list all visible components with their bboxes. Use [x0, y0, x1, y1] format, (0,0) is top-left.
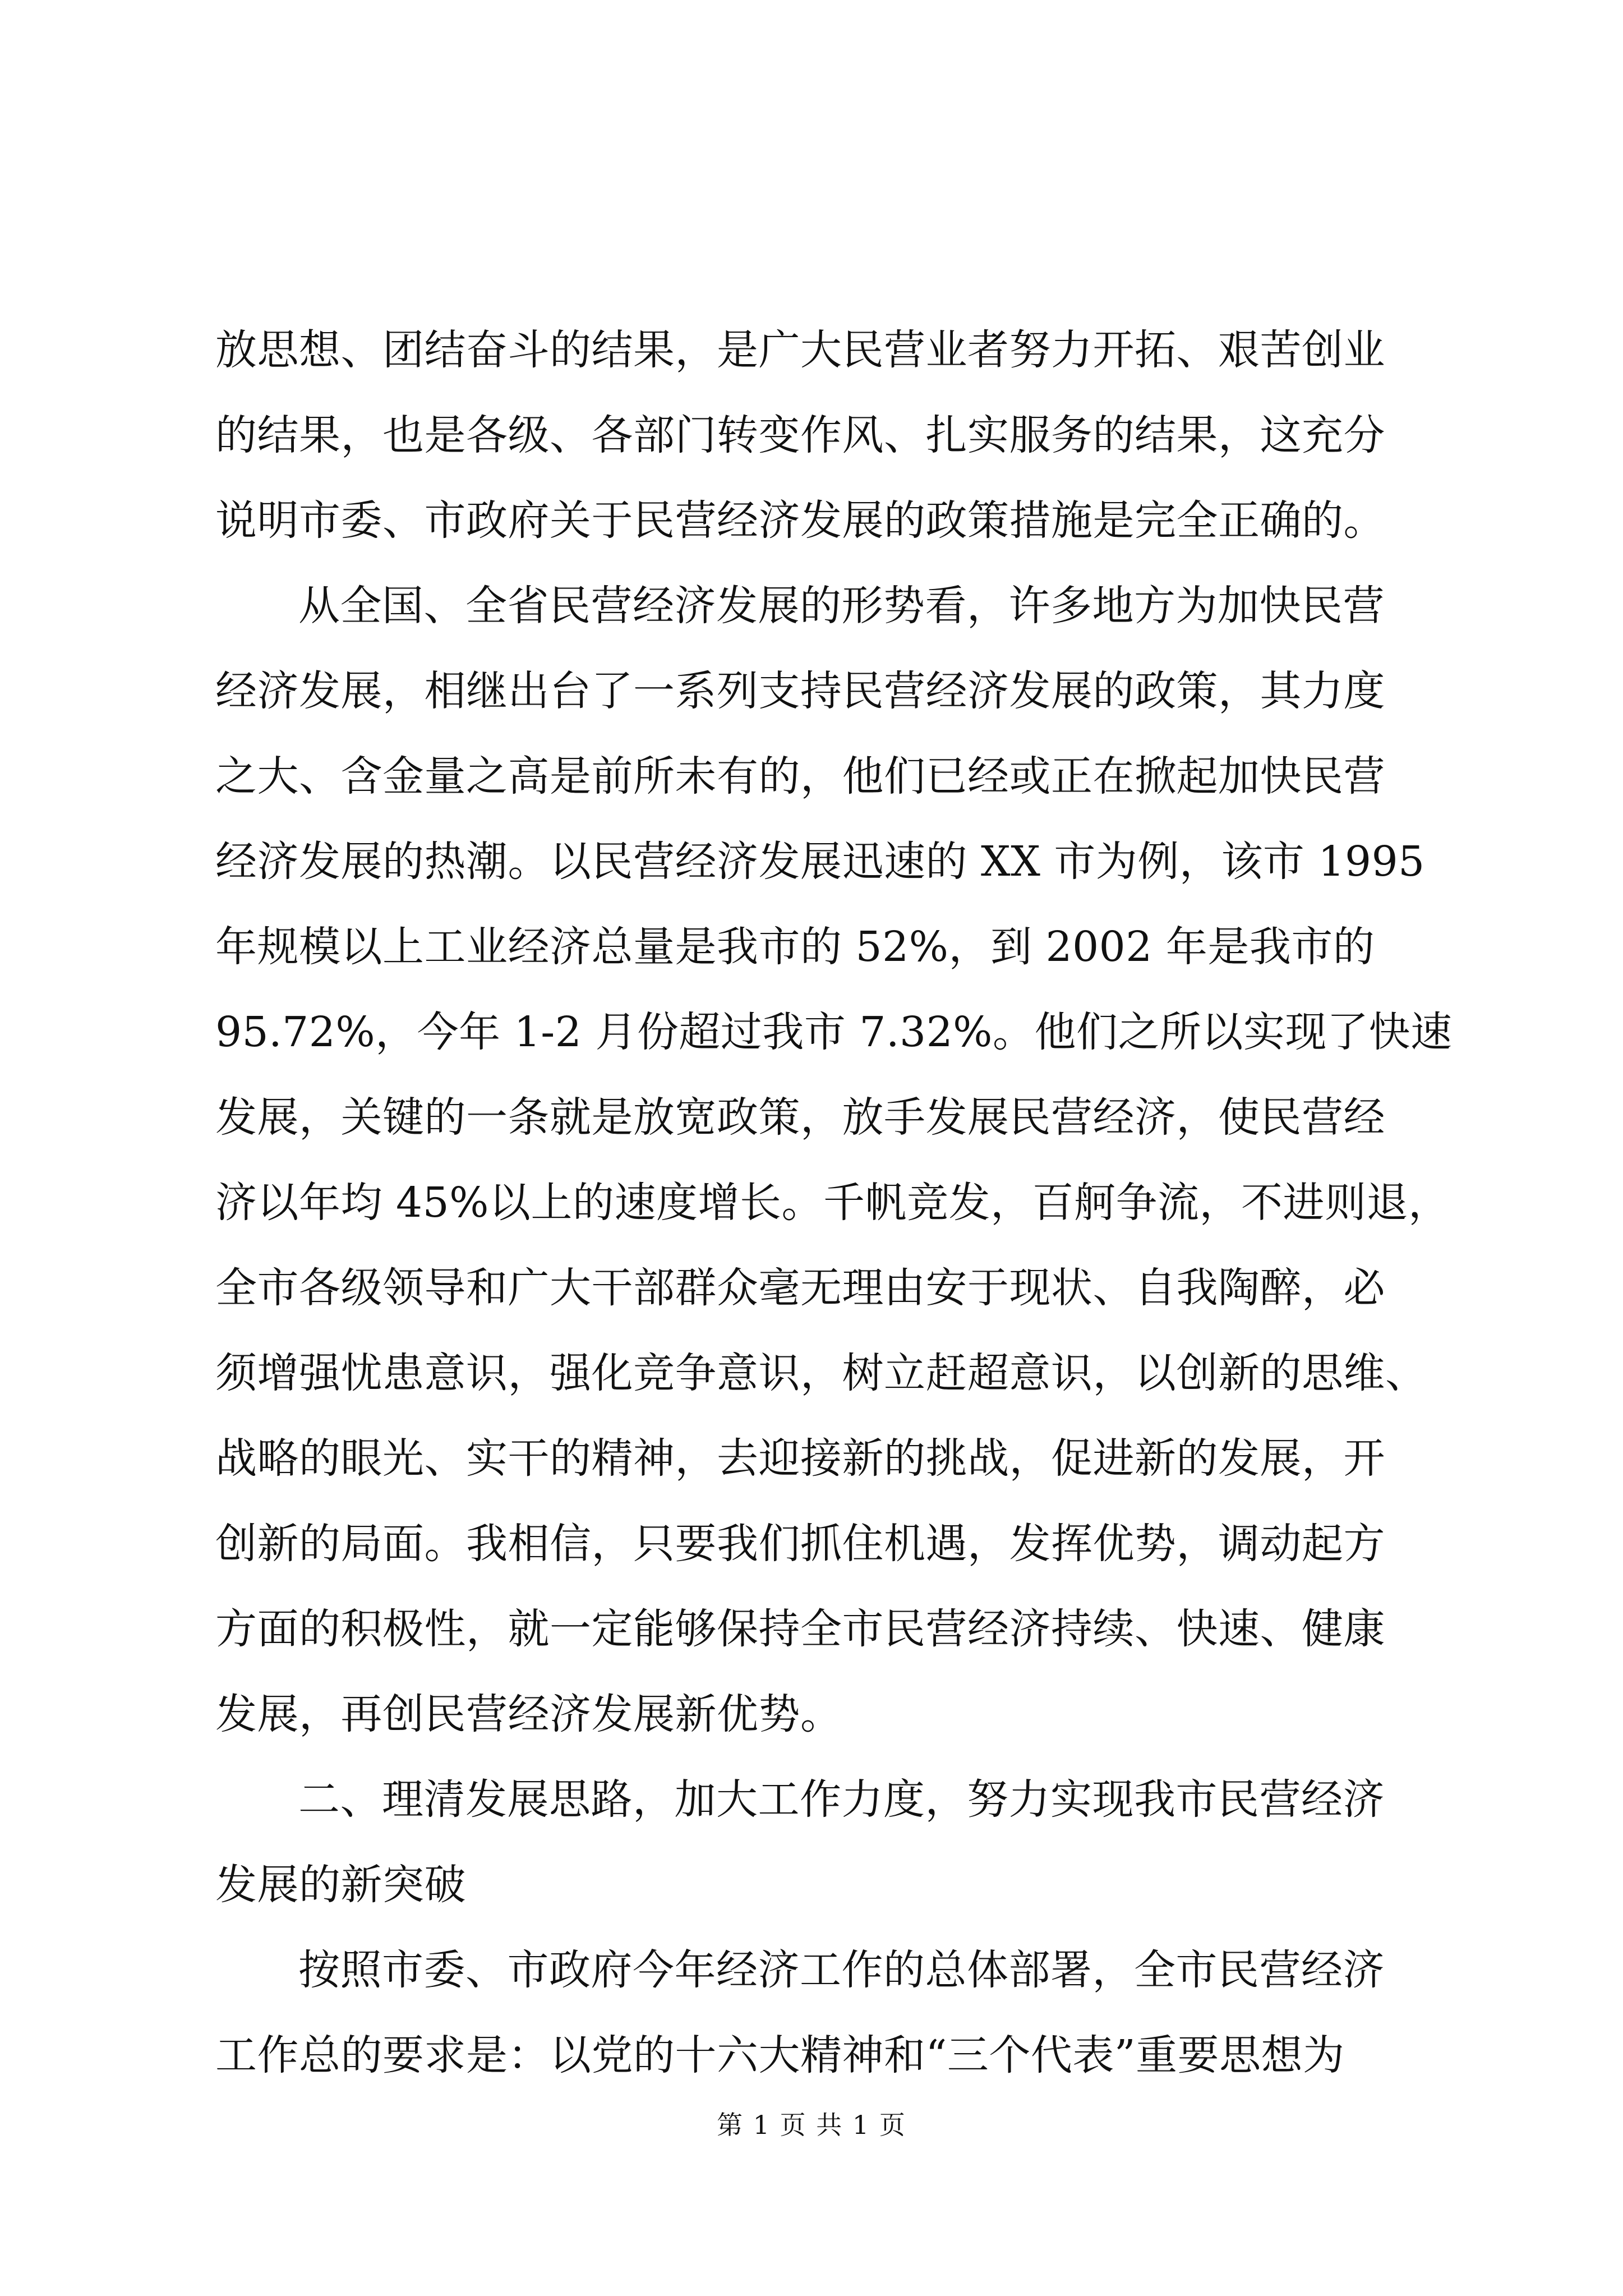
text-line: 济以年均 45%以上的速度增长。千帆竞发，百舸争流，不进则退，: [215, 1179, 1450, 1227]
text-line: 放思想、团结奋斗的结果，是广大民营业者努力开拓、艰苦创业: [215, 326, 1385, 374]
text-line: 的结果，也是各级、各部门转变作风、扎实服务的结果，这充分: [215, 411, 1385, 459]
text-line: 之大、含金量之高是前所未有的，他们已经或正在掀起加快民营: [215, 752, 1385, 800]
text-line: 说明市委、市政府关于民营经济发展的政策措施是完全正确的。: [215, 496, 1385, 545]
text-line: 年规模以上工业经济总量是我市的 52%，到 2002 年是我市的: [215, 923, 1375, 971]
text-line: 发展，关键的一条就是放宽政策，放手发展民营经济，使民营经: [215, 1093, 1385, 1142]
text-line: 方面的积极性，就一定能够保持全市民营经济持续、快速、健康: [215, 1605, 1385, 1653]
text-line: 发展的新突破: [215, 1861, 466, 1909]
text-line: 二、理清发展思路，加大工作力度，努力实现我市民营经济: [298, 1775, 1385, 1824]
text-line: 战略的眼光、实干的精神，去迎接新的挑战，促进新的发展，开: [215, 1434, 1385, 1483]
page-footer: 第 1 页 共 1 页: [717, 2110, 906, 2140]
text-line: 全市各级领导和广大干部群众毫无理由安于现状、自我陶醉，必: [215, 1264, 1385, 1312]
text-line: 经济发展，相继出台了一系列支持民营经济发展的政策，其力度: [215, 667, 1385, 715]
text-line: 按照市委、市政府今年经济工作的总体部署，全市民营经济: [298, 1946, 1385, 1994]
text-line: 经济发展的热潮。以民营经济发展迅速的 XX 市为例，该市 1995: [215, 838, 1425, 886]
text-line: 从全国、全省民营经济发展的形势看，许多地方为加快民营: [298, 582, 1385, 630]
text-line: 创新的局面。我相信，只要我们抓住机遇，发挥优势，调动起方: [215, 1520, 1385, 1568]
text-line: 工作总的要求是：以党的十六大精神和“三个代表”重要思想为: [215, 2031, 1345, 2079]
text-line: 须增强忧患意识，强化竞争意识，树立赶超意识，以创新的思维、: [215, 1349, 1427, 1397]
text-line: 发展，再创民营经济发展新优势。: [215, 1690, 842, 1738]
text-line: 95.72%，今年 1-2 月份超过我市 7.32%。他们之所以实现了快速: [215, 1008, 1453, 1056]
body-text: [215, 307, 1453, 2098]
